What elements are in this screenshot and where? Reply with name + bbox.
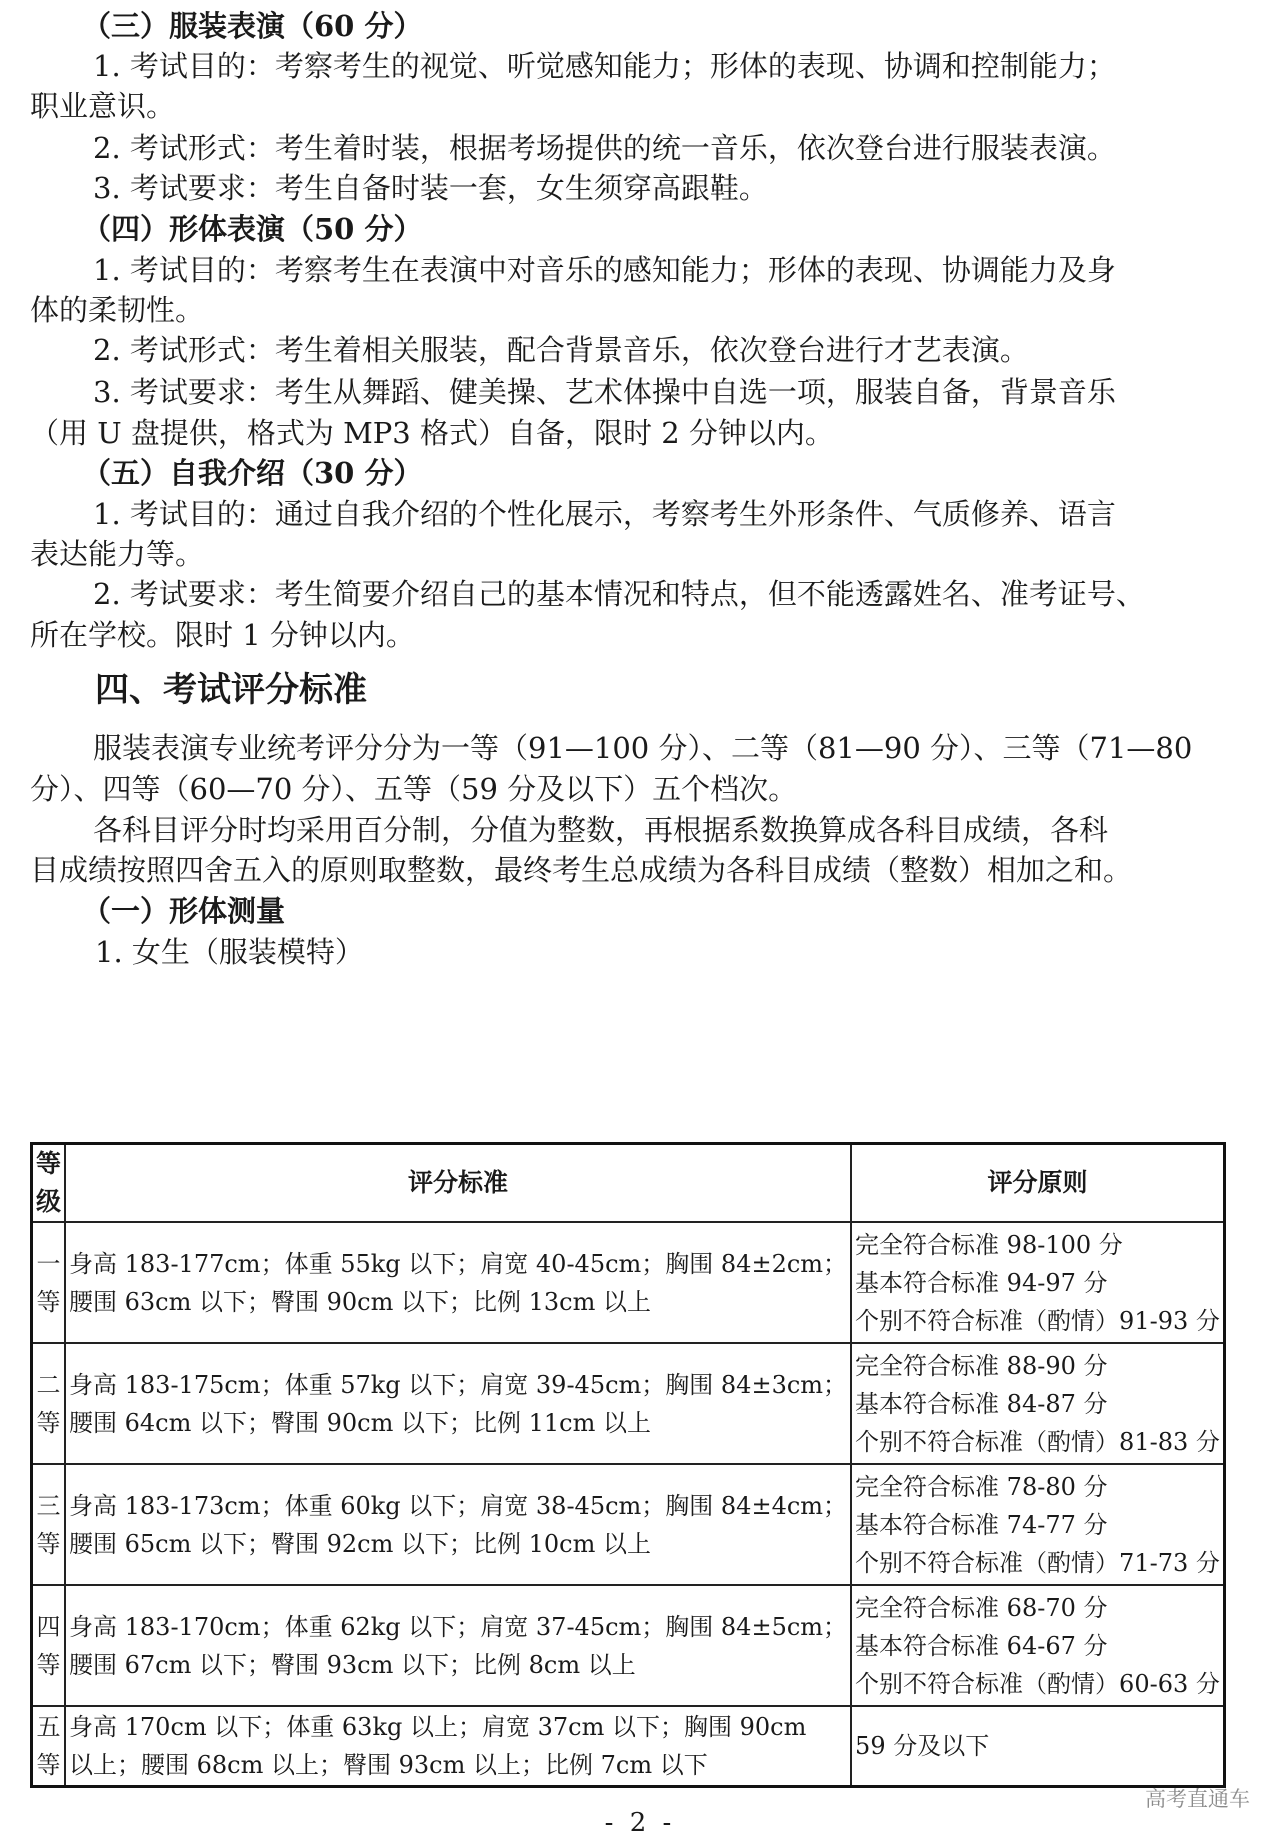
grade-cell: 二等 (32, 1343, 66, 1464)
col-header-grade: 等级 (32, 1144, 66, 1223)
principle-line: 完全符合标准 78-80 分 (855, 1472, 1108, 1501)
criteria-line: 腰围 64cm 以下；臀围 90cm 以下；比例 11cm 以上 (69, 1408, 652, 1437)
paragraph-line: 分）、四等（60—70 分）、五等（59 分及以下）五个档次。 (30, 772, 798, 806)
principle-cell (851, 1222, 1224, 1343)
table-row (32, 1706, 1225, 1786)
principle-line: 基本符合标准 64-67 分 (855, 1631, 1108, 1660)
paragraph-line: 2. 考试形式：考生着相关服装，配合背景音乐，依次登台进行才艺表演。 (93, 333, 1029, 367)
paragraph-line: 3. 考试要求：考生从舞蹈、健美操、艺术体操中自选一项，服装自备，背景音乐 (93, 375, 1116, 409)
chapter-title: 四、考试评分标准 (95, 670, 367, 710)
criteria-line: 身高 183-170cm；体重 62kg 以下；肩宽 37-45cm；胸围 84±5cm； (69, 1612, 848, 1641)
section-heading-performance: （三）服装表演（60 分） (82, 9, 423, 43)
criteria-cell (65, 1585, 851, 1706)
paragraph-line: 1. 考试目的：考察考生在表演中对音乐的感知能力；形体的表现、协调能力及身 (93, 253, 1116, 287)
criteria-cell (65, 1343, 851, 1464)
table-row (32, 1343, 1225, 1464)
criteria-line: 身高 183-175cm；体重 57kg 以下；肩宽 39-45cm；胸围 84±3cm； (69, 1370, 848, 1399)
paragraph-line: 2. 考试形式：考生着时装，根据考场提供的统一音乐，依次登台进行服装表演。 (93, 131, 1116, 165)
principle-line: 个别不符合标准（酌情）71-73 分 (855, 1548, 1220, 1577)
principle-line: 基本符合标准 84-87 分 (855, 1389, 1108, 1418)
principle-cell (851, 1343, 1224, 1464)
criteria-cell (65, 1222, 851, 1343)
criteria-line: 身高 183-173cm；体重 60kg 以下；肩宽 38-45cm；胸围 84±4cm； (69, 1491, 848, 1520)
paragraph-line: 体的柔韧性。 (30, 293, 205, 327)
col-header-principle: 评分原则 (851, 1144, 1224, 1223)
principle-line: 个别不符合标准（酌情）60-63 分 (855, 1669, 1220, 1698)
subsection-heading: （一）形体测量 (82, 894, 286, 928)
section-heading-self-intro: （五）自我介绍（30 分） (82, 456, 423, 490)
grade-cell: 三等 (32, 1464, 66, 1585)
criteria-line: 腰围 63cm 以下；臀围 90cm 以下；比例 13cm 以上 (69, 1287, 652, 1316)
paragraph-line: 3. 考试要求：考生自备时装一套，女生须穿高跟鞋。 (93, 171, 768, 205)
criteria-cell (65, 1706, 851, 1786)
principle-cell (851, 1464, 1224, 1585)
paragraph-line: 服装表演专业统考评分分为一等（91—100 分）、二等（81—90 分）、三等（71—80 (93, 731, 1193, 765)
criteria-line: 腰围 65cm 以下；臀围 92cm 以下；比例 10cm 以上 (69, 1529, 652, 1558)
criteria-line: 以上；腰围 68cm 以上；臀围 93cm 以上；比例 7cm 以下 (69, 1750, 708, 1779)
list-item-female: 1. 女生（服装模特） (95, 935, 364, 969)
principle-cell (851, 1706, 1224, 1786)
paragraph-line: 2. 考试要求：考生简要介绍自己的基本情况和特点，但不能透露姓名、准考证号、 (93, 577, 1145, 611)
grade-cell: 五等 (32, 1706, 66, 1786)
principle-line: 个别不符合标准（酌情）81-83 分 (855, 1427, 1220, 1456)
table-row (32, 1464, 1225, 1585)
principle-line: 个别不符合标准（酌情）91-93 分 (855, 1306, 1220, 1335)
paragraph-line: 职业意识。 (30, 89, 176, 123)
principle-cell (851, 1585, 1224, 1706)
criteria-cell (65, 1464, 851, 1585)
grade-cell: 一等 (32, 1222, 66, 1343)
paragraph-line: 目成绩按照四舍五入的原则取整数，最终考生总成绩为各科目成绩（整数）相加之和。 (30, 853, 1133, 887)
criteria-line: 腰围 67cm 以下；臀围 93cm 以下；比例 8cm 以上 (69, 1650, 636, 1679)
principle-line: 完全符合标准 68-70 分 (855, 1593, 1108, 1622)
principle-line: 完全符合标准 98-100 分 (855, 1230, 1123, 1259)
paragraph-line: 所在学校。限时 1 分钟以内。 (30, 618, 415, 652)
paragraph-line: 各科目评分时均采用百分制，分值为整数，再根据系数换算成各科目成绩，各科 (93, 813, 1109, 847)
grade-cell: 四等 (32, 1585, 66, 1706)
table-header-row (32, 1144, 1225, 1223)
paragraph-line: （用 U 盘提供，格式为 MP3 格式）自备，限时 2 分钟以内。 (30, 416, 834, 450)
criteria-line: 身高 170cm 以下；体重 63kg 以上；肩宽 37cm 以下；胸围 90cm (69, 1712, 807, 1741)
col-header-criteria: 评分标准 (65, 1144, 851, 1223)
table-row (32, 1585, 1225, 1706)
principle-line: 完全符合标准 88-90 分 (855, 1351, 1108, 1380)
criteria-line: 身高 183-177cm；体重 55kg 以下；肩宽 40-45cm；胸围 84±2cm； (69, 1249, 848, 1278)
watermark-text: 高考直通车 (1145, 1787, 1250, 1811)
principle-line: 基本符合标准 74-77 分 (855, 1510, 1108, 1539)
table-row (32, 1222, 1225, 1343)
paragraph-line: 1. 考试目的：考察考生的视觉、听觉感知能力；形体的表现、协调和控制能力； (93, 49, 1116, 83)
principle-line: 59 分及以下 (855, 1731, 990, 1760)
scoring-table (30, 1142, 1226, 1788)
paragraph-line: 表达能力等。 (30, 537, 205, 571)
section-heading-body-performance: （四）形体表演（50 分） (82, 212, 423, 246)
principle-line: 基本符合标准 94-97 分 (855, 1268, 1108, 1297)
page-number: - 2 - (604, 1808, 676, 1838)
paragraph-line: 1. 考试目的：通过自我介绍的个性化展示，考察考生外形条件、气质修养、语言 (93, 497, 1116, 531)
